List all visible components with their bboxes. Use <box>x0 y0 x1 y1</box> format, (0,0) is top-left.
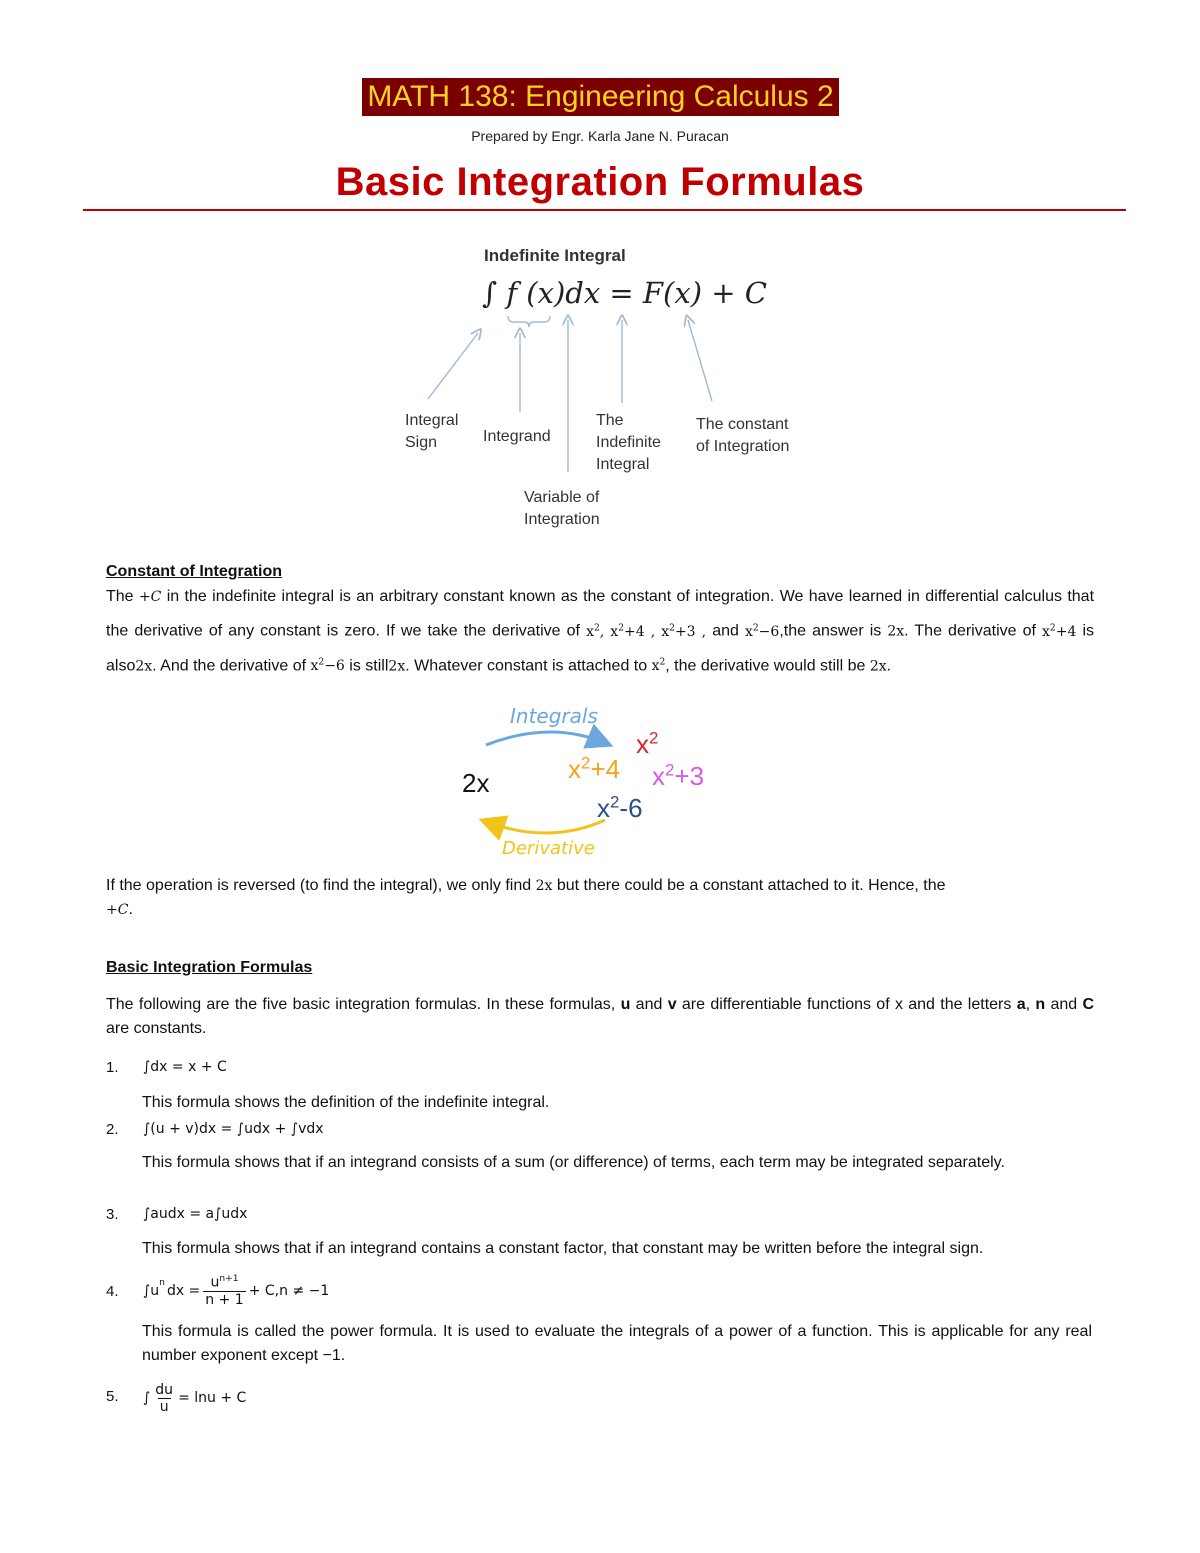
formula-3-description: This formula shows that if an integrand contains a constant factor, that constant may be written before the integral sign. <box>142 1240 984 1257</box>
graphic-x2-plus3: $x^2+3$ <box>652 760 705 791</box>
fraction: $\frac{u^{n+1}}{n + 1}$ <box>205 1274 244 1308</box>
formula-1-description: This formula shows the definition of the indefinite integral. <box>142 1094 550 1111</box>
graphic-2x: 2x <box>462 768 490 798</box>
formula-number: 4. <box>106 1283 119 1300</box>
page-title: Basic Integration Formulas <box>335 160 865 204</box>
fraction: $\frac{du}{u}$ <box>155 1381 174 1415</box>
formula-2: ∫(u + v)dx = ∫udx + ∫vdx <box>143 1121 324 1137</box>
graphic-x2: $x^2$ <box>636 728 659 759</box>
derivative-label: Derivative <box>502 838 595 859</box>
formula-3: ∫audx = a∫udx <box>143 1206 248 1222</box>
prepared-by: Prepared by Engr. Karla Jane N. Puracan <box>471 128 729 144</box>
course-title: MATH 138: Engineering Calculus 2 <box>362 78 839 116</box>
formula-4: ∫u $^n$ dx = $\frac{u^{n+1}}{n + 1}$ + C,n ≠ −1 <box>143 1274 330 1308</box>
label-variable: Variable of Integration <box>524 489 600 528</box>
formula-4-description: This formula is called the power formula. It is used to evaluate the integrals of a power of a function. This is applicable for any real number exponent except −1. <box>142 1323 1092 1364</box>
diagram-formula: ∫ f (x)dx = F(x) + C <box>482 276 767 310</box>
constant-paragraph: The +C in the indefinite integral is an arbitrary constant known as the constant of integration. We have learned in differential calculus that the derivative of any constant is zero. If we take the derivative of $x^2$, $x^2+4$ , $x^2+3$ , and $x^2-6,the$ answer is 2x. The derivative of $x^2+4$ is also2x. And the derivative of $x^2-6$ is still2x. Whatever constant is attached to $x^2$, the derivative would still be 2x. <box>106 588 1095 675</box>
arrow-constant <box>688 320 712 401</box>
integrals-label: Integrals <box>510 704 598 728</box>
formula-number: 5. <box>106 1388 119 1405</box>
label-integral-sign: Integral Sign <box>405 412 459 451</box>
diagram-arrows <box>0 0 1200 560</box>
formulas-intro: The following are the five basic integration formulas. In these formulas, u and v are differentiable functions of x and the letters a, n and C are constants. <box>106 996 1095 1037</box>
label-indefinite-integral: The Indefinite Integral <box>596 412 661 473</box>
formula-2-description: This formula shows that if an integrand consists of a sum (or difference) of terms, each term may be integrated separately. <box>142 1154 1005 1171</box>
derivative-arrow <box>487 820 605 833</box>
integrand-brace <box>508 316 550 327</box>
arrow-integral-sign <box>428 333 478 399</box>
diagram-heading: Indefinite Integral <box>484 246 626 265</box>
graphic-x2-plus4: $x^2+4$ <box>568 753 621 784</box>
formula-5: ∫ $\frac{du}{u}$ = lnu + C <box>143 1381 247 1415</box>
section-heading-constant: Constant of Integration <box>106 563 282 580</box>
label-constant: The constant of Integration <box>696 416 790 455</box>
integrals-arrow <box>486 732 605 745</box>
graphic-x2-minus6: $x^2-6$ <box>597 792 643 823</box>
formula-1: ∫dx = x + C <box>143 1059 227 1075</box>
formula-number: 3. <box>106 1206 119 1223</box>
label-integrand: Integrand <box>483 428 551 445</box>
formula-number: 2. <box>106 1121 119 1138</box>
section-heading-formulas: Basic Integration Formulas <box>106 959 313 976</box>
formula-number: 1. <box>106 1059 119 1076</box>
reversed-paragraph: If the operation is reversed (to find the integral), we only find 2x but there could be a constant attached to it. Hence, the +C. <box>106 877 946 918</box>
